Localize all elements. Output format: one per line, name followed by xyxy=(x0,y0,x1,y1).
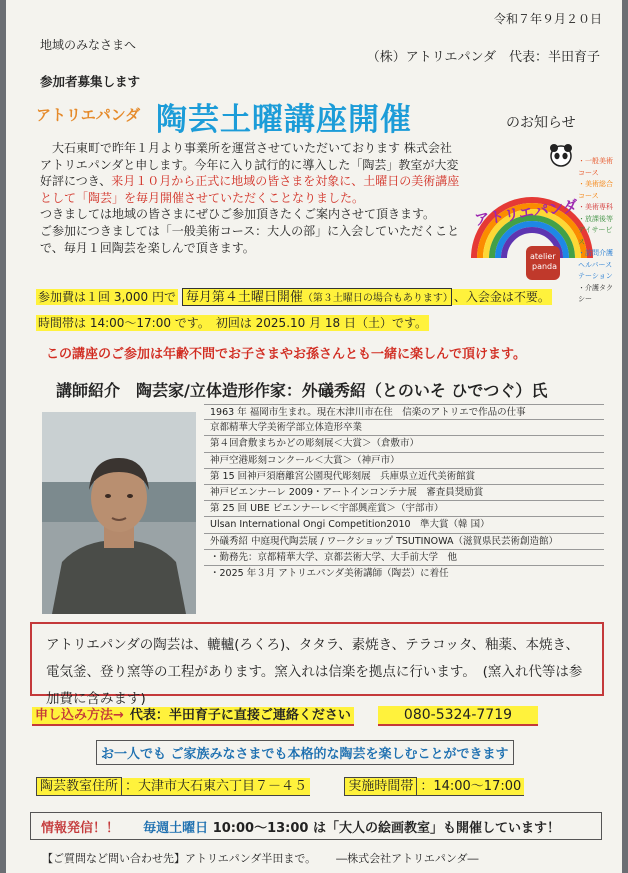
career-item: ・2025 年３月 アトリエパンダ美術講師（陶芸）に着任 xyxy=(210,567,449,579)
footer xyxy=(42,850,478,866)
logo-name: アトリエパンダ xyxy=(473,196,579,230)
apply-contact: 代表：半田育子に直接ご連絡ください xyxy=(127,707,354,726)
service-item: ・介護タクシー xyxy=(578,283,613,303)
fee-prefix: 参加費は１回 3,000 円で xyxy=(38,290,176,304)
intro-paragraph xyxy=(40,140,460,256)
info-box xyxy=(30,812,602,840)
address-line xyxy=(36,775,524,794)
apply-line xyxy=(32,704,538,723)
career-item: 第 15 回神戸須磨離宮公園現代彫刻展 兵庫県立近代美術館賞 xyxy=(204,469,604,485)
instructor-heading: 講師紹介 陶芸家/立体造形作家：外礒秀紹（とのいそ ひでつぐ）氏 xyxy=(56,381,548,400)
notice-suffix: のお知らせ xyxy=(506,115,576,131)
logo-services xyxy=(578,156,618,306)
service-item: ・訪問介護ヘルパーステーション xyxy=(578,249,613,280)
company-line: （株）アトリエパンダ 代表：半田育子 xyxy=(366,50,600,65)
flyer-page xyxy=(6,0,622,873)
logo-sub2: panda xyxy=(532,262,558,271)
time-line xyxy=(36,314,429,331)
instructor-photo xyxy=(42,412,196,614)
intro-text-2: つきましては地域の皆さまにぜひご参加頂きたくご案内させて頂きます。 xyxy=(40,207,436,222)
service-item: ・放課後等デイサービス xyxy=(578,214,613,246)
page-title: 陶芸土曜講座開催 xyxy=(156,102,412,138)
career-item: 第４回倉敷まちかどの彫刻展＜大賞＞（倉敷市） xyxy=(204,436,604,452)
career-item: 外礒秀紹 中庭現代陶芸展 / ワークショップ TSUTINOWA（滋賀県民芸術創造館） xyxy=(204,534,604,550)
instructor-career-list xyxy=(204,404,604,616)
logo-sub1: atelier xyxy=(530,252,556,261)
career-item: 神戸ビエンナーレ 2009・アートインコンテナ展 審査員奨励賞 xyxy=(204,485,604,501)
apply-phone[interactable]: 080-5324-7719 xyxy=(378,706,538,726)
career-item: 第 25 回 UBE ビエンナーレ＜宇部興産賞＞（宇部市） xyxy=(204,501,604,517)
info-text: 10:00～13:00 は「大人の絵画教室」も開催しています！ xyxy=(208,821,560,836)
career-item: ・勤務先：京都精華大学、京都芸術大学、大手前大学 他 xyxy=(204,550,604,566)
service-item: ・美術総合コース xyxy=(578,180,613,200)
anyone-banner: お一人でも ご家族みなさまでも本格的な陶芸を楽しむことができます xyxy=(96,740,514,765)
time-slot-value: ：14:00～17:00 xyxy=(417,778,524,796)
footer-company: ―株式会社アトリエパンダ― xyxy=(336,852,479,865)
career-item: 京都精華大学美術学部立体造形卒業 xyxy=(204,420,604,436)
info-day: 毎週土曜日 xyxy=(143,821,209,836)
intro-text-red: 来月１０月から正式に地域の皆さまを対象に、土曜日の美術講座として「陶芸」を毎月開催させていただくことなりました。 xyxy=(40,174,460,205)
fee-schedule: 毎月第４土曜日開催 xyxy=(185,290,303,305)
intro-text-3: ご参加につきましては「一般美術コース：大人の部」に入会していただくことで、毎月１回陶芸を楽しんで頂きます。 xyxy=(40,223,460,255)
age-message: この講座のご参加は年齢不問でお子さまやお孫さんとも一緒に楽しんで頂けます。 xyxy=(46,347,526,362)
career-item: 1963 年 福岡市生まれ。現在木津川市在住 信楽のアトリエで作品の仕事 xyxy=(204,404,604,420)
info-label: 情報発信！！ xyxy=(41,821,120,836)
service-item: ・美術専科 xyxy=(578,203,613,211)
recruit-heading: 参加者募集します xyxy=(40,74,141,89)
techniques-box: アトリエパンダの陶芸は、轆轤(ろくろ)、タタラ、素焼き、テラコッタ、釉薬、本焼き、電気釜、登り窯等の工程があります。窯入れは信楽を拠点に行います。 (窯入れ代等は参加費に含みます) xyxy=(30,622,604,696)
address-label: 陶芸教室住所 xyxy=(36,777,122,796)
brand-name: アトリエパンダ xyxy=(36,106,141,124)
intro-text-1: 大石東町で昨年１月より事業所を運営させていただいております 株式会社アトリエパンダと申します。今年に入り試行的に導入した「陶芸」教室が大変好評につき、 xyxy=(40,141,459,189)
time-slot-label: 実施時間帯 xyxy=(344,777,417,796)
career-item: Ulsan International Ongi Competition2010 準大賞（韓 国） xyxy=(204,517,604,533)
service-item: ・一般美術コース xyxy=(578,157,613,177)
greeting: 地域のみなさまへ xyxy=(40,38,137,52)
fee-line xyxy=(36,286,552,305)
footer-contact: 【ご質問など問い合わせ先】アトリエパンダ半田まで。 xyxy=(42,852,317,865)
address-value: ：大津市大石東六丁目７－４５ xyxy=(122,778,310,796)
fee-suffix: 、入会金は不要。 xyxy=(453,290,550,304)
apply-label: 申し込み方法→ xyxy=(32,707,127,726)
fee-schedule-note: （第３土曜日の場合もあります） xyxy=(302,293,448,304)
fee-schedule-box xyxy=(182,288,452,306)
date: 令和７年９月２０日 xyxy=(493,12,602,26)
time-text: 時間帯は 14:00～17:00 です。 初回は 2025.10 月 18 日（土）です。 xyxy=(38,316,428,330)
career-item: 神戸空港彫刻コンクール＜大賞＞（神戸市） xyxy=(204,453,604,469)
